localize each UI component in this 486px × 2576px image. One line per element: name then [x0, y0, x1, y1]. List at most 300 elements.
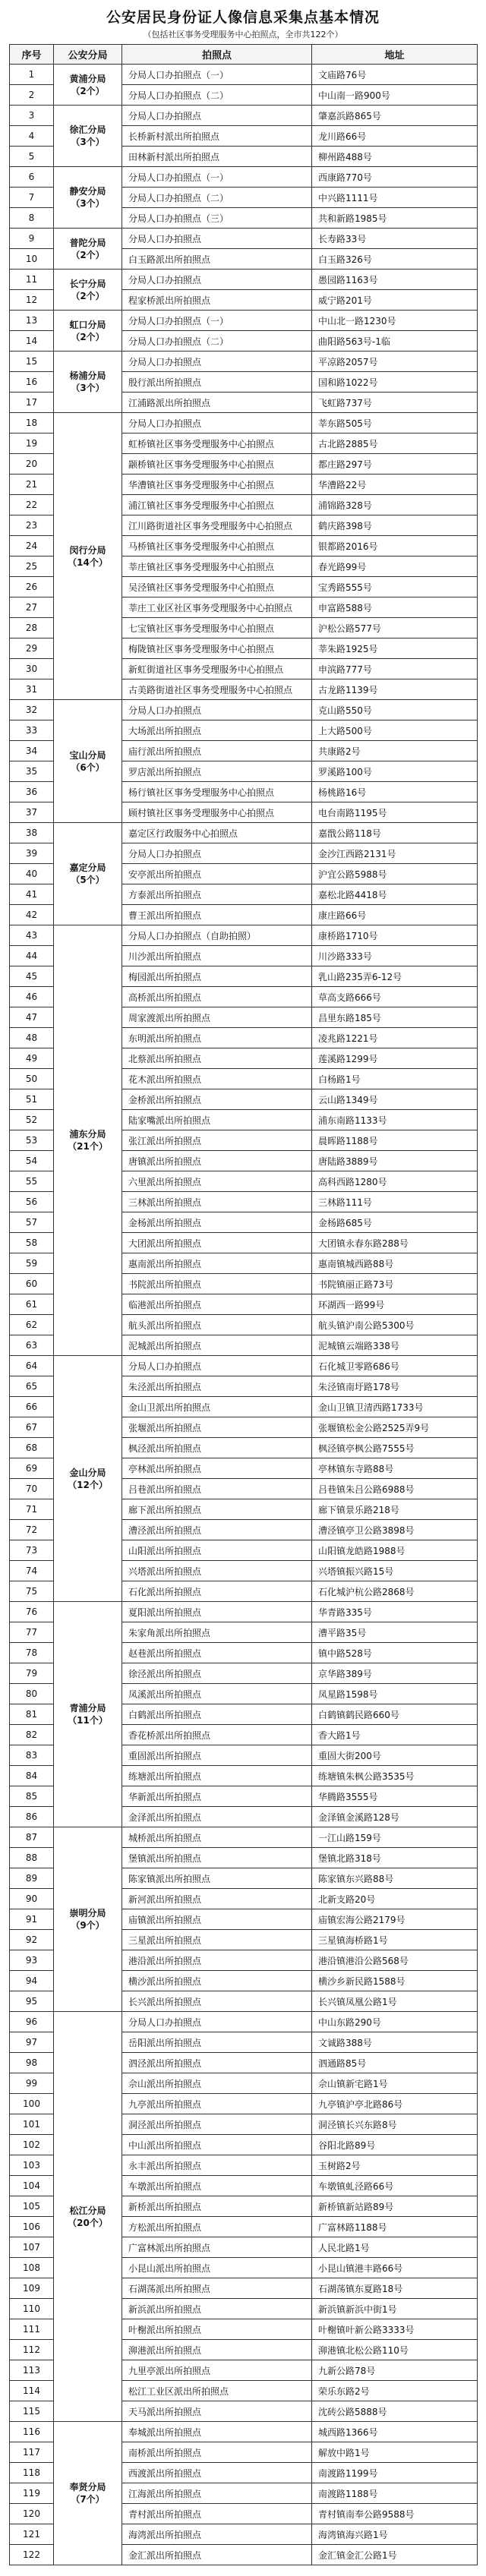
table-cell-point: 横沙派出所拍照点 [122, 1971, 312, 1991]
table-cell-no: 31 [10, 679, 54, 700]
header-point: 拍照点 [122, 45, 312, 65]
table-cell-point: 嘉定区行政服务中心拍照点 [122, 823, 312, 843]
bureau-cell [54, 1827, 122, 2012]
bureau-cell [54, 2012, 122, 2422]
table-cell-no: 85 [10, 1786, 54, 1807]
table-cell-address: 华腾路3555号 [312, 1786, 478, 1807]
table-cell-address: 镇中路528号 [312, 1643, 478, 1663]
table-cell-point: 山阳派出所拍照点 [122, 1540, 312, 1561]
table-cell-point: 永丰派出所拍照点 [122, 2155, 312, 2176]
table-cell-address: 飞虹路737号 [312, 393, 478, 413]
table-cell-address: 中山东路290号 [312, 2012, 478, 2032]
bureau-cell [54, 413, 122, 700]
table-cell-no: 63 [10, 1335, 54, 1356]
table-cell-no: 56 [10, 1192, 54, 1212]
bureau-count: （7个） [71, 2494, 105, 2505]
table-cell-point: 周家渡派出所拍照点 [122, 1007, 312, 1028]
table-cell-address: 上大路500号 [312, 720, 478, 741]
table-cell-no: 30 [10, 659, 54, 679]
table-cell-address: 亭林镇东寺路88号 [312, 1458, 478, 1479]
table-cell-address: 白玉路326号 [312, 249, 478, 270]
table-cell-address: 中山北一路1230号 [312, 311, 478, 331]
table-cell-address: 浦锦路328号 [312, 495, 478, 516]
bureau-name: 金山分局 [69, 1467, 106, 1478]
header-bureau: 公安分局 [54, 45, 122, 65]
table-cell-address: 嘉戬公路118号 [312, 823, 478, 843]
table-cell-point: 泗泾派出所拍照点 [122, 2053, 312, 2073]
table-cell-no: 100 [10, 2094, 54, 2114]
table-cell-address: 川沙路333号 [312, 946, 478, 966]
table-cell-address: 西康路770号 [312, 167, 478, 188]
table-cell-no: 57 [10, 1212, 54, 1233]
table-cell-no: 113 [10, 2360, 54, 2381]
table-cell-no: 67 [10, 1417, 54, 1438]
table-cell-point: 车墩派出所拍照点 [122, 2176, 312, 2196]
table-cell-point: 分局人口办拍照点（二） [122, 331, 312, 352]
table-cell-point: 松江工业区派出所拍照点 [122, 2381, 312, 2401]
bureau-count: （14个） [68, 557, 108, 568]
table-cell-no: 38 [10, 823, 54, 843]
table-cell-address: 文庙路76号 [312, 65, 478, 85]
table-cell-no: 83 [10, 1745, 54, 1766]
table-cell-point: 分局人口办拍照点（二） [122, 188, 312, 208]
table-cell-point: 庙镇派出所拍照点 [122, 1909, 312, 1930]
table-cell-address: 张堰镇松金公路2525弄9号 [312, 1417, 478, 1438]
table-cell-address: 共康路2号 [312, 741, 478, 761]
table-cell-address: 平凉路2057号 [312, 352, 478, 372]
table-cell-point: 川沙派出所拍照点 [122, 946, 312, 966]
bureau-name: 普陀分局 [69, 237, 106, 248]
table-cell-point: 古美路街道社区事务受理服务中心拍照点 [122, 679, 312, 700]
table-cell-address: 龙川路66号 [312, 126, 478, 147]
table-cell-point: 华漕镇社区事务受理服务中心拍照点 [122, 475, 312, 495]
header-address: 地址 [312, 45, 478, 65]
table-cell-address: 小昆山镇港丰路66号 [312, 2258, 478, 2278]
table-cell-no: 50 [10, 1069, 54, 1089]
bureau-cell [54, 352, 122, 413]
table-cell-point: 洞泾派出所拍照点 [122, 2114, 312, 2135]
table-cell-point: 航头派出所拍照点 [122, 1315, 312, 1335]
table-cell-point: 白鹤派出所拍照点 [122, 1704, 312, 1725]
table-cell-point: 堡镇派出所拍照点 [122, 1848, 312, 1868]
table-cell-no: 84 [10, 1766, 54, 1786]
table-cell-no: 21 [10, 475, 54, 495]
table-cell-no: 117 [10, 2442, 54, 2463]
table-cell-address: 泗通路85号 [312, 2053, 478, 2073]
table-cell-address: 九新公路78号 [312, 2360, 478, 2381]
table-cell-point: 书院派出所拍照点 [122, 1274, 312, 1294]
table-cell-address: 青村镇南奉公路9588号 [312, 2504, 478, 2524]
table-cell-address: 凤星路1598号 [312, 1684, 478, 1704]
bureau-cell [54, 823, 122, 925]
table-cell-point: 莘庄镇社区事务受理服务中心拍照点 [122, 557, 312, 577]
table-cell-point: 新桥派出所拍照点 [122, 2196, 312, 2217]
table-cell-point: 田林新村派出所拍照点 [122, 147, 312, 167]
table-cell-point: 分局人口办拍照点（自助拍照） [122, 925, 312, 946]
table-cell-point: 九亭派出所拍照点 [122, 2094, 312, 2114]
table-cell-point: 分局人口办拍照点 [122, 413, 312, 434]
table-cell-point: 南桥派出所拍照点 [122, 2442, 312, 2463]
table-cell-point: 方松派出所拍照点 [122, 2217, 312, 2237]
table-cell-address: 金山卫镇卫清西路1733号 [312, 1397, 478, 1417]
table-cell-address: 华青路335号 [312, 1602, 478, 1622]
table-cell-address: 南渡路1188号 [312, 2483, 478, 2504]
table-cell-address: 沪宜公路5988号 [312, 864, 478, 884]
bureau-cell [54, 1356, 122, 1602]
table-cell-no: 76 [10, 1602, 54, 1622]
table-cell-no: 62 [10, 1315, 54, 1335]
table-cell-no: 74 [10, 1561, 54, 1581]
table-cell-address: 华漕路22号 [312, 475, 478, 495]
table-cell-no: 78 [10, 1643, 54, 1663]
table-cell-point: 分局人口办拍照点 [122, 229, 312, 249]
table-cell-address: 乳山路235弄6-12号 [312, 966, 478, 987]
table-cell-no: 95 [10, 1991, 54, 2012]
table-cell-address: 吕巷镇朱吕公路6988号 [312, 1479, 478, 1499]
table-cell-no: 122 [10, 2545, 54, 2565]
table-cell-address: 昌里东路185号 [312, 1007, 478, 1028]
table-cell-no: 27 [10, 597, 54, 618]
table-cell-no: 26 [10, 577, 54, 597]
table-cell-point: 陈家镇派出所拍照点 [122, 1868, 312, 1889]
table-cell-no: 118 [10, 2463, 54, 2483]
table-cell-address: 廊下镇景乐路218号 [312, 1499, 478, 1520]
table-cell-address: 柳州路488号 [312, 147, 478, 167]
table-cell-point: 方泰派出所拍照点 [122, 884, 312, 905]
table-cell-no: 77 [10, 1622, 54, 1643]
table-cell-point: 凤溪派出所拍照点 [122, 1684, 312, 1704]
bureau-count: （3个） [71, 137, 105, 147]
table-cell-address: 莘东路505号 [312, 413, 478, 434]
table-cell-point: 虹桥镇社区事务受理服务中心拍照点 [122, 434, 312, 454]
table-cell-no: 55 [10, 1171, 54, 1192]
table-cell-point: 殷行派出所拍照点 [122, 372, 312, 393]
table-cell-address: 三星镇海桥路1号 [312, 1930, 478, 1950]
table-cell-point: 中山派出所拍照点 [122, 2135, 312, 2155]
table-cell-point: 兴塔派出所拍照点 [122, 1561, 312, 1581]
table-cell-point: 金泽派出所拍照点 [122, 1807, 312, 1827]
table-cell-point: 浦江镇社区事务受理服务中心拍照点 [122, 495, 312, 516]
table-cell-point: 金汇派出所拍照点 [122, 2545, 312, 2565]
table-cell-no: 23 [10, 516, 54, 536]
table-cell-address: 解放中路1号 [312, 2442, 478, 2463]
table-cell-address: 宝秀路555号 [312, 577, 478, 597]
bureau-cell [54, 65, 122, 106]
table-cell-no: 97 [10, 2032, 54, 2053]
table-cell-no: 71 [10, 1499, 54, 1520]
table-cell-address: 港沿镇港沿公路568号 [312, 1950, 478, 1971]
table-cell-address: 沪松公路577号 [312, 618, 478, 638]
table-cell-address: 鹤庆路398号 [312, 516, 478, 536]
bureau-name: 闵行分局 [69, 544, 106, 556]
table-cell-no: 98 [10, 2053, 54, 2073]
table-cell-address: 愚园路1163号 [312, 270, 478, 290]
table-cell-point: 花木派出所拍照点 [122, 1069, 312, 1089]
table-cell-point: 七宝镇社区事务受理服务中心拍照点 [122, 618, 312, 638]
table-cell-address: 莲溪路1299号 [312, 1048, 478, 1069]
table-cell-point: 临港派出所拍照点 [122, 1294, 312, 1315]
table-cell-no: 107 [10, 2237, 54, 2258]
table-cell-point: 分局人口办拍照点（一） [122, 167, 312, 188]
table-cell-no: 10 [10, 249, 54, 270]
table-cell-point: 港沿派出所拍照点 [122, 1950, 312, 1971]
bureau-name: 浦东分局 [69, 1129, 106, 1140]
table-cell-no: 35 [10, 761, 54, 782]
bureau-cell [54, 1602, 122, 1827]
table-cell-address: 九亭镇沪亭北路86号 [312, 2094, 478, 2114]
table-cell-no: 46 [10, 987, 54, 1007]
table-cell-address: 洞泾镇长兴东路8号 [312, 2114, 478, 2135]
table-cell-no: 37 [10, 802, 54, 823]
table-cell-no: 110 [10, 2299, 54, 2319]
table-cell-no: 19 [10, 434, 54, 454]
bureau-name: 崇明分局 [69, 1908, 106, 1919]
table-cell-no: 53 [10, 1130, 54, 1151]
header-no: 序号 [10, 45, 54, 65]
bureau-count: （2个） [71, 85, 105, 96]
table-cell-point: 金杨派出所拍照点 [122, 1212, 312, 1233]
table-cell-address: 克山路550号 [312, 700, 478, 720]
table-cell-point: 新浜派出所拍照点 [122, 2299, 312, 2319]
table-cell-point: 泥城派出所拍照点 [122, 1335, 312, 1356]
table-cell-no: 6 [10, 167, 54, 188]
table-cell-address: 康桥路1710号 [312, 925, 478, 946]
table-cell-point: 金桥派出所拍照点 [122, 1089, 312, 1110]
table-cell-no: 24 [10, 536, 54, 557]
table-cell-address: 石湖荡镇东夏路18号 [312, 2278, 478, 2299]
bureau-count: （2个） [71, 249, 105, 260]
table-cell-address: 高科西路1280号 [312, 1171, 478, 1192]
table-cell-no: 48 [10, 1028, 54, 1048]
table-cell-point: 分局人口办拍照点 [122, 843, 312, 864]
bureau-count: （5个） [71, 875, 105, 885]
table-cell-address: 文诚路388号 [312, 2032, 478, 2053]
table-cell-no: 7 [10, 188, 54, 208]
table-cell-no: 73 [10, 1540, 54, 1561]
table-cell-no: 93 [10, 1950, 54, 1971]
table-cell-point: 江海派出所拍照点 [122, 2483, 312, 2504]
table-cell-no: 16 [10, 372, 54, 393]
table-cell-point: 分局人口办拍照点 [122, 352, 312, 372]
bureau-name: 青浦分局 [69, 1703, 106, 1714]
table-cell-no: 32 [10, 700, 54, 720]
table-cell-no: 22 [10, 495, 54, 516]
table-cell-no: 96 [10, 2012, 54, 2032]
table-cell-address: 朱泾镇南圩路178号 [312, 1376, 478, 1397]
table-cell-address: 白杨路1号 [312, 1069, 478, 1089]
table-cell-point: 长桥新村派出所拍照点 [122, 126, 312, 147]
table-cell-no: 68 [10, 1438, 54, 1458]
table-cell-address: 浦东南路1133号 [312, 1110, 478, 1130]
table-cell-no: 94 [10, 1971, 54, 1991]
table-cell-address: 北新支路20号 [312, 1889, 478, 1909]
table-cell-no: 40 [10, 864, 54, 884]
table-cell-address: 申滨路777号 [312, 659, 478, 679]
bureau-cell [54, 167, 122, 229]
table-cell-no: 3 [10, 106, 54, 126]
bureau-count: （6个） [71, 761, 105, 773]
table-cell-point: 分局人口办拍照点（一） [122, 65, 312, 85]
table-cell-no: 61 [10, 1294, 54, 1315]
table-cell-no: 72 [10, 1520, 54, 1540]
table-cell-point: 朱泾派出所拍照点 [122, 1376, 312, 1397]
table-cell-point: 马桥镇社区事务受理服务中心拍照点 [122, 536, 312, 557]
table-cell-address: 京华路389号 [312, 1663, 478, 1684]
bureau-count: （11个） [68, 1715, 108, 1726]
table-cell-address: 庙镇宏海公路2179号 [312, 1909, 478, 1930]
table-cell-address: 金泽镇金溪路128号 [312, 1807, 478, 1827]
table-cell-no: 14 [10, 331, 54, 352]
bureau-cell [54, 925, 122, 1356]
table-cell-address: 练塘镇朱枫公路3535号 [312, 1766, 478, 1786]
bureau-cell [54, 2422, 122, 2565]
table-cell-point: 漕泾派出所拍照点 [122, 1520, 312, 1540]
table-cell-no: 87 [10, 1827, 54, 1848]
table-cell-point: 青村派出所拍照点 [122, 2504, 312, 2524]
table-cell-no: 120 [10, 2504, 54, 2524]
table-cell-address: 三林路111号 [312, 1192, 478, 1212]
table-cell-point: 海湾派出所拍照点 [122, 2524, 312, 2545]
bureau-count: （3个） [71, 198, 105, 209]
table-cell-address: 车墩镇虬泾路66号 [312, 2176, 478, 2196]
table-cell-address: 山阳镇龙皓路1988号 [312, 1540, 478, 1561]
table-cell-no: 119 [10, 2483, 54, 2504]
table-cell-no: 104 [10, 2176, 54, 2196]
table-cell-point: 分局人口办拍照点 [122, 1356, 312, 1376]
table-cell-point: 小昆山派出所拍照点 [122, 2258, 312, 2278]
table-cell-point: 唐镇派出所拍照点 [122, 1151, 312, 1171]
table-cell-no: 13 [10, 311, 54, 331]
table-cell-address: 一江山路159号 [312, 1827, 478, 1848]
table-cell-no: 4 [10, 126, 54, 147]
table-cell-point: 石湖荡派出所拍照点 [122, 2278, 312, 2299]
table-cell-point: 江川路街道社区事务受理服务中心拍照点 [122, 516, 312, 536]
bureau-count: （20个） [68, 2217, 108, 2228]
table-cell-point: 江浦路派出所拍照点 [122, 393, 312, 413]
table-cell-address: 谷阳北路89号 [312, 2135, 478, 2155]
table-cell-point: 城桥派出所拍照点 [122, 1827, 312, 1848]
table-cell-no: 41 [10, 884, 54, 905]
table-cell-no: 9 [10, 229, 54, 249]
table-cell-no: 20 [10, 454, 54, 475]
table-cell-address: 泖港镇北松公路110号 [312, 2340, 478, 2360]
table-cell-address: 共和新路1985号 [312, 208, 478, 229]
table-cell-no: 42 [10, 905, 54, 925]
table-cell-address: 枫泾镇亭枫公路7555号 [312, 1438, 478, 1458]
bureau-name: 杨浦分局 [69, 370, 106, 381]
table-cell-no: 28 [10, 618, 54, 638]
table-cell-no: 11 [10, 270, 54, 290]
table-cell-point: 徐泾派出所拍照点 [122, 1663, 312, 1684]
table-cell-no: 69 [10, 1458, 54, 1479]
table-cell-no: 116 [10, 2422, 54, 2442]
table-cell-no: 12 [10, 290, 54, 311]
table-cell-point: 大场派出所拍照点 [122, 720, 312, 741]
table-cell-no: 101 [10, 2114, 54, 2135]
table-cell-point: 颛桥镇社区事务受理服务中心拍照点 [122, 454, 312, 475]
table-cell-point: 三星派出所拍照点 [122, 1930, 312, 1950]
bureau-name: 徐汇分局 [69, 125, 106, 135]
table-cell-point: 分局人口办拍照点（一） [122, 311, 312, 331]
table-cell-point: 分局人口办拍照点 [122, 106, 312, 126]
table-cell-address: 石化城卫零路686号 [312, 1356, 478, 1376]
table-cell-address: 长寿路33号 [312, 229, 478, 249]
table-cell-no: 17 [10, 393, 54, 413]
table-cell-address: 新浜镇新浜中街1号 [312, 2299, 478, 2319]
table-cell-no: 64 [10, 1356, 54, 1376]
table-cell-no: 82 [10, 1725, 54, 1745]
table-cell-address: 金杨路685号 [312, 1212, 478, 1233]
table-cell-point: 香花桥派出所拍照点 [122, 1725, 312, 1745]
bureau-name: 宝山分局 [69, 749, 106, 761]
table-cell-address: 春光路99号 [312, 557, 478, 577]
table-cell-address: 重固大街200号 [312, 1745, 478, 1766]
table-cell-address: 石化城沪杭公路2868号 [312, 1581, 478, 1602]
bureau-count: （21个） [68, 1141, 108, 1152]
table-cell-point: 程家桥派出所拍照点 [122, 290, 312, 311]
table-cell-no: 114 [10, 2381, 54, 2401]
table-cell-point: 惠南派出所拍照点 [122, 1253, 312, 1274]
table-cell-no: 75 [10, 1581, 54, 1602]
table-cell-address: 草高支路666号 [312, 987, 478, 1007]
table-cell-address: 金汇镇金汇公路1号 [312, 2545, 478, 2565]
bureau-count: （9个） [71, 1920, 105, 1931]
table-cell-address: 金沙江西路2131号 [312, 843, 478, 864]
table-cell-no: 103 [10, 2155, 54, 2176]
bureau-count: （3个） [71, 383, 105, 393]
table-cell-point: 六里派出所拍照点 [122, 1171, 312, 1192]
page-subtitle: （包括社区事务受理服务中心拍照点，全市共122个） [143, 30, 343, 39]
page-title: 公安居民身份证人像信息采集点基本情况 [106, 9, 380, 26]
table-cell-point: 梅陇镇社区事务受理服务中心拍照点 [122, 638, 312, 659]
table-cell-address: 漕平路35号 [312, 1622, 478, 1643]
table-cell-point: 枫泾派出所拍照点 [122, 1438, 312, 1458]
table-cell-point: 杨行镇社区事务受理服务中心拍照点 [122, 782, 312, 802]
bureau-name: 嘉定分局 [69, 862, 106, 873]
table-cell-point: 高桥派出所拍照点 [122, 987, 312, 1007]
table-cell-point: 顾村镇社区事务受理服务中心拍照点 [122, 802, 312, 823]
table-cell-no: 15 [10, 352, 54, 372]
table-cell-address: 广富林路1188号 [312, 2217, 478, 2237]
table-cell-point: 曹王派出所拍照点 [122, 905, 312, 925]
table-cell-address: 嘉松北路4418号 [312, 884, 478, 905]
table-cell-no: 99 [10, 2073, 54, 2094]
bureau-name: 虹口分局 [69, 319, 106, 330]
table-cell-address: 中山南一路900号 [312, 85, 478, 106]
bureau-count: （2个） [71, 290, 105, 301]
table-cell-point: 夏阳派出所拍照点 [122, 1602, 312, 1622]
table-cell-no: 36 [10, 782, 54, 802]
table-cell-address: 肇嘉浜路865号 [312, 106, 478, 126]
table-cell-address: 罗溪路100号 [312, 761, 478, 782]
table-cell-address: 城西路1366号 [312, 2422, 478, 2442]
table-cell-address: 航头镇沪南公路5300号 [312, 1315, 478, 1335]
table-cell-address: 南渡路1199号 [312, 2463, 478, 2483]
table-cell-point: 莘庄工业区社区事务受理服务中心拍照点 [122, 597, 312, 618]
table-cell-address: 堡镇北路318号 [312, 1848, 478, 1868]
table-cell-address: 环湖西一路99号 [312, 1294, 478, 1315]
table-cell-point: 分局人口办拍照点（三） [122, 208, 312, 229]
table-cell-no: 29 [10, 638, 54, 659]
table-cell-no: 80 [10, 1684, 54, 1704]
table-cell-point: 安亭派出所拍照点 [122, 864, 312, 884]
bureau-cell [54, 311, 122, 352]
table-cell-no: 79 [10, 1663, 54, 1684]
table-cell-point: 分局人口办拍照点 [122, 270, 312, 290]
table-cell-no: 51 [10, 1089, 54, 1110]
table-cell-no: 65 [10, 1376, 54, 1397]
table-cell-address: 玉树路2号 [312, 2155, 478, 2176]
